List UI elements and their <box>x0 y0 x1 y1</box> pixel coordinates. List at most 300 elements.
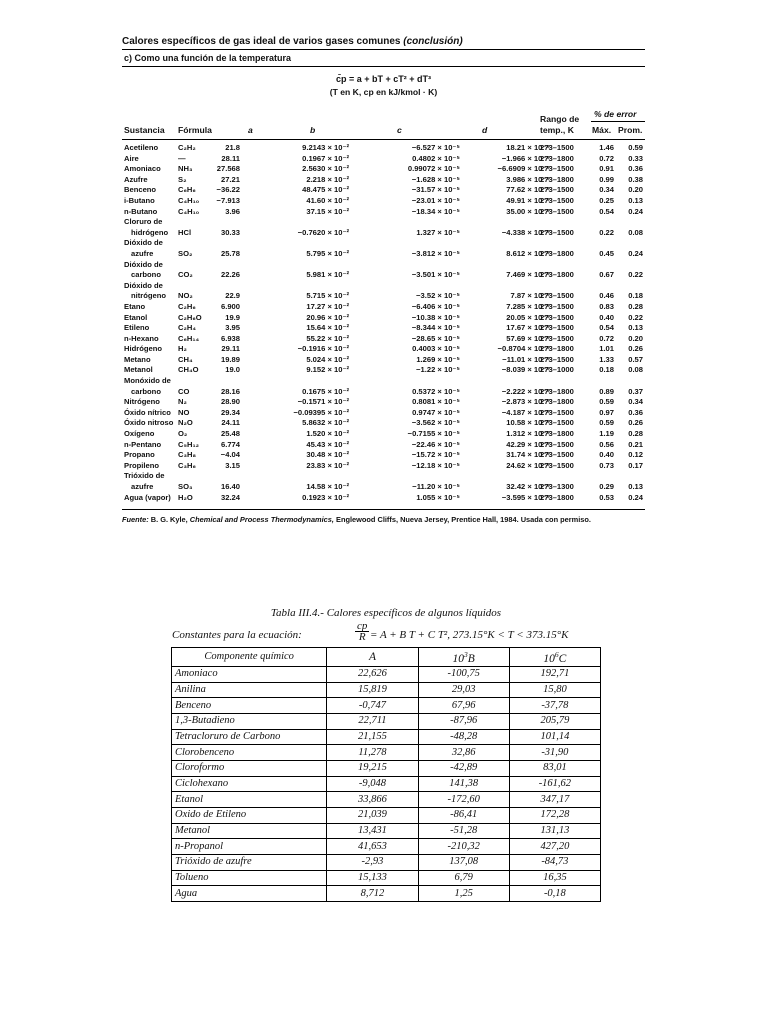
cell-formula: NH₃ <box>178 164 193 174</box>
cell-C: -31,90 <box>509 745 600 761</box>
cell-sustancia: Metanol <box>124 365 153 375</box>
cell-C: 101,14 <box>509 729 600 745</box>
cell-a: 6.774 <box>220 439 240 449</box>
cell-a: 24.11 <box>221 418 240 428</box>
cell-a: 25.48 <box>220 429 240 439</box>
table-row <box>122 302 645 313</box>
cell-b: 23.83 × 10⁻² <box>306 460 349 470</box>
cell-C: -161,62 <box>509 776 600 792</box>
cell-b: 2.5630 × 10⁻² <box>302 164 349 174</box>
cell-prom: 0.20 <box>628 333 643 343</box>
cell-max: 0.72 <box>599 153 614 163</box>
cell-rango: 273–1300 <box>540 482 574 491</box>
cell-max: 0.45 <box>599 248 614 258</box>
cell-componente: Cloroformo <box>172 760 327 776</box>
cell-c: 0.4003 × 10⁻⁵ <box>412 344 460 354</box>
cell-A: 15,819 <box>327 682 418 698</box>
cell-d: 42.29 × 10⁻⁹ <box>506 439 550 449</box>
cell-b: 41.60 × 10⁻² <box>306 195 349 205</box>
cell-B: 6,79 <box>418 870 509 886</box>
cell-c: −3.562 × 10⁻⁵ <box>411 418 460 428</box>
cell-a: −7.913 <box>216 195 240 205</box>
cell-sustancia: Dióxido de <box>124 259 163 269</box>
cell-prom: 0.13 <box>628 482 643 491</box>
cell-max: 0.89 <box>599 386 614 396</box>
cell-B: -42,89 <box>418 760 509 776</box>
cell-max: 0.40 <box>599 312 614 322</box>
table-header-row <box>172 648 601 667</box>
table-row <box>172 745 601 761</box>
cell-C: 16,35 <box>509 870 600 886</box>
cell-A: 33,866 <box>327 792 418 808</box>
cell-prom: 0.18 <box>628 291 643 301</box>
cell-prom: 0.28 <box>628 429 643 439</box>
cell-c: −12.18 × 10⁻⁵ <box>411 460 460 470</box>
cell-d: −1.966 × 10⁻⁹ <box>501 153 550 163</box>
cell-rango: 273–1500 <box>540 439 574 449</box>
cell-b: 20.96 × 10⁻² <box>306 312 349 322</box>
cell-b: −0.1916 × 10⁻² <box>297 344 349 354</box>
cell-max: 0.59 <box>599 418 614 428</box>
header-rango-2: temp., K <box>540 125 574 135</box>
cell-componente: Anilina <box>172 682 327 698</box>
cell-componente: Etanol <box>172 792 327 808</box>
cell-formula: C₂H₄ <box>178 323 196 333</box>
table-row <box>122 450 645 461</box>
table-row <box>122 376 645 397</box>
cell-rango: 273–1500 <box>540 323 574 333</box>
header-d: d <box>482 125 488 135</box>
cell-max: 1.46 <box>599 143 614 152</box>
cell-d: −11.01 × 10⁻⁹ <box>502 354 550 364</box>
cell-componente: Benceno <box>172 698 327 714</box>
cell-a: 27.568 <box>216 164 240 174</box>
source-book: Chemical and Process Thermodynamics, <box>189 515 334 525</box>
cell-max: 0.25 <box>599 195 614 205</box>
cell-prom: 0.36 <box>628 164 643 174</box>
header-A: A <box>327 648 418 667</box>
cell-a: 19.89 <box>220 354 240 364</box>
cell-a: 29.11 <box>221 344 240 354</box>
cell-c: −23.01 × 10⁻⁵ <box>411 195 460 205</box>
cell-formula: CO₂ <box>178 270 193 280</box>
table-row <box>122 355 645 366</box>
cell-sustancia-2: azufre <box>131 482 154 491</box>
divider <box>122 509 645 510</box>
cell-rango: 273–1800 <box>540 270 574 280</box>
cell-sustancia: Aire <box>124 153 139 163</box>
table-row <box>122 493 645 504</box>
cell-prom: 0.57 <box>628 354 643 364</box>
cell-formula: HCl <box>178 227 192 237</box>
cell-a: 28.90 <box>220 397 240 407</box>
fraction-numerator: cp <box>357 620 368 632</box>
cell-B: -210,32 <box>418 839 509 855</box>
cell-componente: Metanol <box>172 823 327 839</box>
cell-max: 0.73 <box>599 460 614 470</box>
table-row <box>172 760 601 776</box>
cell-b: 5.024 × 10⁻² <box>306 354 349 364</box>
cell-sustancia: Azufre <box>124 174 148 184</box>
cell-sustancia: Propano <box>124 450 155 460</box>
cell-b: 9.2143 × 10⁻² <box>302 143 349 152</box>
cell-sustancia: Dióxido de <box>124 238 163 248</box>
cell-sustancia-2: carbono <box>131 386 161 396</box>
header-c: c <box>397 125 402 135</box>
cell-c: 0.5372 × 10⁻⁵ <box>412 386 460 396</box>
table2-body <box>172 666 601 901</box>
table-title <box>122 34 645 49</box>
table-row <box>122 238 645 259</box>
cell-componente: Tetracloruro de Carbono <box>172 729 327 745</box>
cell-formula: C₄H₁₀ <box>178 195 200 205</box>
cell-c: −6.406 × 10⁻⁵ <box>411 301 460 311</box>
cell-a: 28.11 <box>221 153 240 163</box>
cell-sustancia-2: carbono <box>131 270 161 280</box>
cell-formula: O₂ <box>178 429 188 439</box>
table-row <box>122 154 645 165</box>
cell-formula: H₂ <box>178 344 187 354</box>
header-b: b <box>310 125 316 135</box>
cell-formula: CH₄ <box>178 354 193 364</box>
header-formula: Fórmula <box>178 125 212 135</box>
cell-B: -87,96 <box>418 713 509 729</box>
table-row <box>122 164 645 175</box>
cell-d: −6.6909 × 10⁻⁹ <box>497 164 550 174</box>
header-max: Máx. <box>592 125 612 135</box>
cell-c: −3.52 × 10⁻⁵ <box>416 291 460 301</box>
cell-rango: 273–1800 <box>540 397 574 407</box>
cell-max: 0.18 <box>599 365 614 375</box>
cell-max: 1.01 <box>599 344 614 354</box>
cell-d: −8.039 × 10⁻⁹ <box>501 365 550 375</box>
cell-b: 0.1923 × 10⁻² <box>302 492 349 502</box>
cell-sustancia: Oxígeno <box>124 429 155 439</box>
cell-a: 28.16 <box>220 386 240 396</box>
cell-rango: 273–1500 <box>540 407 574 417</box>
cell-C: -0,18 <box>509 886 600 902</box>
cell-prom: 0.20 <box>628 185 643 195</box>
table-title-text: Calores específicos de gas ideal de varios gases comunes <box>122 36 401 47</box>
cell-sustancia: Acetileno <box>124 143 159 152</box>
cell-formula: — <box>178 153 186 163</box>
cell-formula: N₂ <box>178 397 187 407</box>
header-B: $10^3B$ <box>418 648 509 667</box>
cell-c: −6.527 × 10⁻⁵ <box>411 143 460 152</box>
cell-b: 1.520 × 10⁻² <box>306 429 349 439</box>
cell-A: -9,048 <box>327 776 418 792</box>
cell-c: −22.46 × 10⁻⁵ <box>411 439 460 449</box>
cell-prom: 0.17 <box>628 460 643 470</box>
cell-c: −28.65 × 10⁻⁵ <box>411 333 460 343</box>
cell-d: 7.87 × 10⁻⁹ <box>510 291 550 301</box>
cell-formula: C₃H₆ <box>178 460 196 470</box>
cell-formula: C₂H₂ <box>178 143 196 152</box>
cell-rango: 273–1800 <box>540 429 574 439</box>
cell-a: 27.21 <box>220 174 240 184</box>
cell-sustancia: n-Hexano <box>124 333 159 343</box>
cell-componente: Agua <box>172 886 327 902</box>
cell-sustancia: n-Pentano <box>124 439 162 449</box>
cell-d: 32.42 × 10⁻⁹ <box>506 482 550 491</box>
cell-sustancia: Monóxido de <box>124 376 171 386</box>
cell-c: 1.055 × 10⁻⁵ <box>416 492 460 502</box>
cell-prom: 0.36 <box>628 407 643 417</box>
header-componente: Componente químico <box>172 648 327 667</box>
cell-b: 5.795 × 10⁻² <box>306 248 349 258</box>
cell-c: 1.327 × 10⁻⁵ <box>416 227 460 237</box>
cell-b: 0.1675 × 10⁻² <box>302 386 349 396</box>
cell-formula: CH₄O <box>178 365 199 375</box>
table2-equation <box>170 621 602 647</box>
cell-c: −15.72 × 10⁻⁵ <box>411 450 460 460</box>
table-row <box>172 729 601 745</box>
cell-formula: C₅H₁₂ <box>178 439 199 449</box>
cell-a: 21.8 <box>225 143 240 152</box>
cell-d: 77.62 × 10⁻⁹ <box>506 185 550 195</box>
cell-max: 0.59 <box>599 397 614 407</box>
cell-d: 35.00 × 10⁻⁹ <box>506 206 550 216</box>
cell-d: 1.312 × 10⁻⁹ <box>506 429 550 439</box>
cell-A: 22,711 <box>327 713 418 729</box>
cell-C: 15,80 <box>509 682 600 698</box>
cell-A: 19,215 <box>327 760 418 776</box>
cell-A: 22,626 <box>327 666 418 682</box>
cell-rango: 273–1500 <box>540 312 574 322</box>
cell-formula: SO₃ <box>178 482 193 491</box>
cell-A: 21,039 <box>327 808 418 824</box>
cell-B: 29,03 <box>418 682 509 698</box>
table-row <box>122 143 645 154</box>
cell-c: −11.20 × 10⁻⁵ <box>412 482 460 491</box>
cell-c: 0.8081 × 10⁻⁵ <box>412 397 460 407</box>
cell-rango: 273–1500 <box>540 227 574 237</box>
cell-c: −8.344 × 10⁻⁵ <box>411 323 460 333</box>
cell-rango: 273–1500 <box>540 185 574 195</box>
cell-a: 22.9 <box>225 291 240 301</box>
cell-formula: NO₂ <box>178 291 193 301</box>
cell-d: 7.469 × 10⁻⁹ <box>506 270 550 280</box>
cell-d: 3.986 × 10⁻⁹ <box>506 174 550 184</box>
cell-B: 32,86 <box>418 745 509 761</box>
table-row <box>122 260 645 281</box>
cell-b: 30.48 × 10⁻² <box>306 450 349 460</box>
cell-rango: 273–1800 <box>540 492 574 502</box>
cell-b: 0.1967 × 10⁻² <box>302 153 349 163</box>
cell-formula: NO <box>178 407 190 417</box>
cell-max: 0.83 <box>599 301 614 311</box>
table2-title: Tabla III.4.- Calores específicos de algunos líquidos <box>270 607 502 619</box>
cell-prom: 0.21 <box>628 439 643 449</box>
cell-C: 172,28 <box>509 808 600 824</box>
table-body <box>122 143 645 503</box>
cell-rango: 273–1500 <box>540 460 574 470</box>
cell-d: −2.873 × 10⁻⁹ <box>501 397 550 407</box>
cell-sustancia: Trióxido de <box>124 471 165 481</box>
cell-formula: C₆H₁₄ <box>178 333 200 343</box>
cell-A: 11,278 <box>327 745 418 761</box>
cell-rango: 273–1800 <box>540 344 574 354</box>
cell-max: 0.54 <box>599 206 614 216</box>
header-error: % de error <box>594 109 637 119</box>
table-row <box>122 207 645 218</box>
cell-max: 0.99 <box>599 174 614 184</box>
cell-formula: C₂H₆O <box>178 312 202 322</box>
header-error-rule <box>591 121 645 122</box>
cell-prom: 0.33 <box>628 153 643 163</box>
cell-C: 347,17 <box>509 792 600 808</box>
cell-b: 14.58 × 10⁻² <box>306 482 349 491</box>
cell-a: 29.34 <box>220 407 240 417</box>
cell-max: 1.19 <box>599 429 614 439</box>
cell-rango: 273–1500 <box>540 450 574 460</box>
cell-b: −0.7620 × 10⁻² <box>297 227 349 237</box>
source-note <box>122 515 645 524</box>
cell-b: −0.1571 × 10⁻² <box>297 397 349 407</box>
cell-max: 0.53 <box>599 492 614 502</box>
cell-sustancia: Amoniaco <box>124 164 161 174</box>
cell-a: −36.22 <box>216 185 240 195</box>
cell-A: -2,93 <box>327 855 418 871</box>
header-a: a <box>248 125 253 135</box>
cell-B: 67,96 <box>418 698 509 714</box>
cell-B: 137,08 <box>418 855 509 871</box>
cell-rango: 273–1800 <box>540 248 574 258</box>
cell-c: 0.9747 × 10⁻⁵ <box>412 407 460 417</box>
cell-rango: 273–1500 <box>540 418 574 428</box>
table-row <box>122 397 645 408</box>
equation-label: Constantes para la ecuación: <box>172 629 302 641</box>
table-row <box>122 461 645 472</box>
cell-a: 25.78 <box>220 248 240 258</box>
cell-formula: C₆H₆ <box>178 185 196 195</box>
cell-c: −3.501 × 10⁻⁵ <box>411 270 460 280</box>
cell-C: 427,20 <box>509 839 600 855</box>
cell-sustancia: Benceno <box>124 185 157 195</box>
cell-B: -51,28 <box>418 823 509 839</box>
cell-d: 8.612 × 10⁻⁹ <box>506 248 550 258</box>
table-row <box>172 823 601 839</box>
cell-d: −3.595 × 10⁻⁹ <box>501 492 550 502</box>
cell-prom: 0.28 <box>628 301 643 311</box>
cell-sustancia: Agua (vapor) <box>124 492 171 502</box>
table-row <box>122 440 645 451</box>
cell-c: −0.7155 × 10⁻⁵ <box>407 429 460 439</box>
cell-max: 0.34 <box>599 185 614 195</box>
table-row <box>122 281 645 302</box>
cell-sustancia: Hidrógeno <box>124 344 162 354</box>
cell-a: 3.95 <box>225 323 240 333</box>
cell-formula: CO <box>178 386 190 396</box>
cell-prom: 0.26 <box>628 418 643 428</box>
cell-componente: Oxido de Etileno <box>172 808 327 824</box>
liquid-specific-heat-table <box>170 605 602 902</box>
cell-B: 141,38 <box>418 776 509 792</box>
cell-a: 19.0 <box>225 365 240 375</box>
cell-formula: C₄H₁₀ <box>178 206 200 216</box>
cell-componente: 1,3-Butadieno <box>172 713 327 729</box>
cell-componente: Trióxido de azufre <box>172 855 327 871</box>
cell-componente: n-Propanol <box>172 839 327 855</box>
table-row <box>122 196 645 207</box>
cell-A: 21,155 <box>327 729 418 745</box>
cell-sustancia: Óxido nítrico <box>124 407 171 417</box>
table-row <box>172 886 601 902</box>
table-row <box>122 334 645 345</box>
cell-a: 3.15 <box>225 460 240 470</box>
column-headers <box>122 98 645 139</box>
cell-prom: 0.12 <box>628 450 643 460</box>
cell-prom: 0.24 <box>628 492 643 502</box>
cell-componente: Ciclohexano <box>172 776 327 792</box>
cell-formula: N₂O <box>178 418 193 428</box>
cp-equation: c̄p = a + bT + cT² + dT³ <box>335 74 432 84</box>
cell-prom: 0.38 <box>628 174 643 184</box>
cell-d: −0.8704 × 10⁻⁹ <box>497 344 550 354</box>
cell-rango: 273–1000 <box>540 365 574 375</box>
cell-prom: 0.22 <box>628 312 643 322</box>
cell-prom: 0.08 <box>628 365 643 375</box>
cell-d: 57.69 × 10⁻⁹ <box>506 333 550 343</box>
cell-formula: C₂H₆ <box>178 301 196 311</box>
cell-b: 5.715 × 10⁻² <box>306 291 349 301</box>
cell-rango: 273–1500 <box>540 164 574 174</box>
cell-componente: Amoniaco <box>172 666 327 682</box>
cell-rango: 273–1500 <box>540 333 574 343</box>
cell-formula: SO₂ <box>178 248 193 258</box>
cell-max: 1.33 <box>599 354 614 364</box>
table-row <box>172 666 601 682</box>
table-row <box>122 471 645 492</box>
cell-formula: H₂O <box>178 492 193 502</box>
cell-sustancia-2: nitrógeno <box>131 291 167 301</box>
cell-rango: 273–1500 <box>540 143 574 152</box>
table-row <box>172 792 601 808</box>
cell-C: 205,79 <box>509 713 600 729</box>
cell-rango: 273–1800 <box>540 174 574 184</box>
source-author: B. G. Kyle, <box>150 515 188 525</box>
cell-prom: 0.13 <box>628 195 643 205</box>
cell-sustancia: Etano <box>124 301 146 311</box>
cell-rango: 273–1500 <box>540 195 574 205</box>
cell-a: −4.04 <box>220 450 240 460</box>
cell-max: 0.72 <box>599 333 614 343</box>
cell-rango: 273–1500 <box>540 206 574 216</box>
table-row <box>172 870 601 886</box>
cell-sustancia: Metano <box>124 354 151 364</box>
cell-max: 0.29 <box>599 482 614 491</box>
cell-prom: 0.13 <box>628 323 643 333</box>
cell-max: 0.56 <box>599 439 614 449</box>
cell-B: -86,41 <box>418 808 509 824</box>
cell-b: 9.152 × 10⁻² <box>306 365 349 375</box>
cell-rango: 273–1500 <box>540 301 574 311</box>
cell-d: 17.67 × 10⁻⁹ <box>506 323 550 333</box>
cell-c: −31.57 × 10⁻⁵ <box>411 185 460 195</box>
cell-a: 3.96 <box>225 206 240 216</box>
cell-a: 6.900 <box>220 301 240 311</box>
cell-a: 16.40 <box>220 482 240 491</box>
cell-b: 45.43 × 10⁻² <box>306 439 349 449</box>
cell-sustancia: Etileno <box>124 323 150 333</box>
cell-prom: 0.22 <box>628 270 643 280</box>
cell-b: 5.981 × 10⁻² <box>306 270 349 280</box>
cell-d: −2.222 × 10⁻⁹ <box>501 386 550 396</box>
cell-max: 0.91 <box>599 164 614 174</box>
cell-max: 0.40 <box>599 450 614 460</box>
cell-c: −3.812 × 10⁻⁵ <box>411 248 460 258</box>
cell-d: 24.62 × 10⁻⁹ <box>506 460 550 470</box>
